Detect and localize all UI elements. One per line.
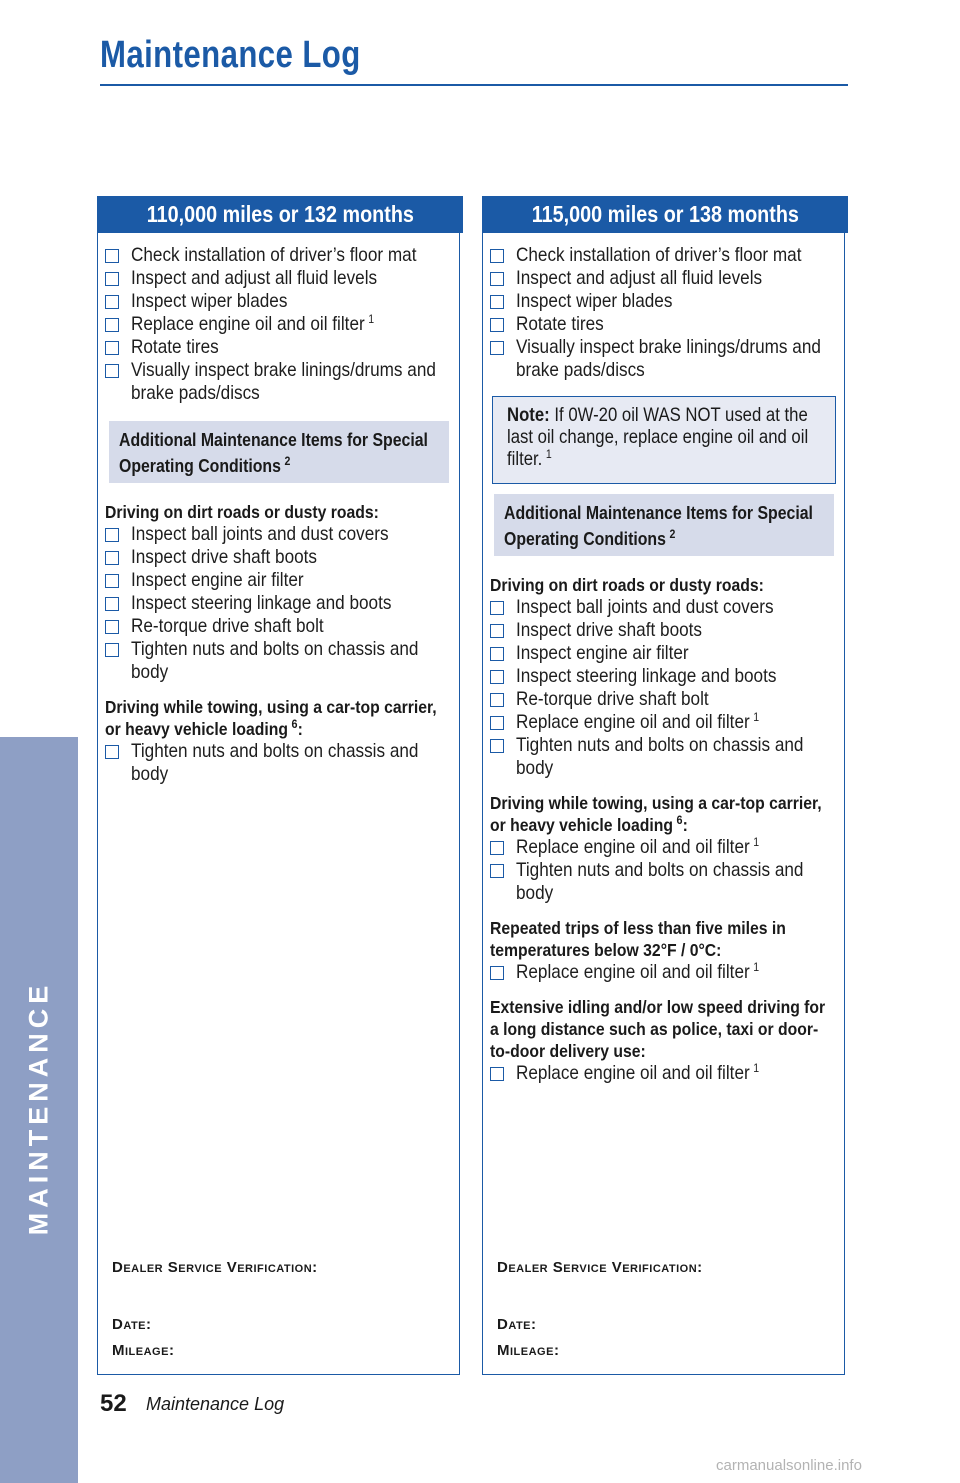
list-item: Inspect engine air filter [490, 642, 838, 665]
additional-items-box: Additional Maintenance Items for Special Operating Conditions $^2$ [494, 494, 834, 556]
section-heading: Driving on dirt roads or dusty roads: [490, 575, 764, 595]
list-item: Inspect ball joints and dust covers [490, 596, 838, 619]
list-item: Tighten nuts and bolts on chassis and body [105, 638, 453, 684]
list-item: Inspect wiper blades [105, 290, 453, 313]
checkbox[interactable] [490, 716, 504, 730]
panel-body [490, 244, 838, 1085]
checkbox[interactable] [105, 745, 119, 759]
checkbox[interactable] [490, 1067, 504, 1081]
checkbox[interactable] [490, 272, 504, 286]
footnote-marker: 2 [284, 454, 291, 468]
checkbox[interactable] [105, 318, 119, 332]
checkbox[interactable] [490, 249, 504, 263]
checkbox[interactable] [105, 574, 119, 588]
panel-115000-miles [482, 196, 845, 1375]
checkbox[interactable] [490, 295, 504, 309]
list-item: Check installation of driver’s floor mat [490, 244, 838, 267]
footnote-marker: 1 [753, 1060, 760, 1075]
list-item: Inspect engine air filter [105, 569, 453, 592]
list-item: Re-torque drive shaft bolt [490, 688, 838, 711]
additional-items-box: Additional Maintenance Items for Special Operating Conditions $^2$ [109, 421, 449, 483]
checkbox[interactable] [490, 318, 504, 332]
footer-caption: Maintenance Log [146, 1394, 285, 1414]
section-heading: Driving while towing, using a car-top carrier, or heavy vehicle loading $^6$: [490, 793, 822, 835]
list-item: Rotate tires [105, 336, 453, 359]
list-item: Inspect steering linkage and boots [105, 592, 453, 615]
note-label: Note: [507, 405, 550, 426]
title-divider [100, 84, 848, 86]
list-item: Re-torque drive shaft bolt [105, 615, 453, 638]
checkbox[interactable] [490, 693, 504, 707]
list-item: Inspect wiper blades [490, 290, 838, 313]
section-heading: Driving on dirt roads or dusty roads: [105, 502, 379, 522]
checkbox[interactable] [490, 739, 504, 753]
checkbox[interactable] [490, 341, 504, 355]
footnote-marker: 1 [545, 446, 552, 461]
list-item: Replace engine oil and oil filter $^1$ [490, 836, 838, 859]
section-heading: Driving while towing, using a car-top carrier, or heavy vehicle loading $^6$: [105, 697, 437, 739]
mileage-label: Mileage: [112, 1342, 175, 1359]
checkbox[interactable] [105, 597, 119, 611]
note-box: Note: If 0W-20 oil WAS NOT used at the last oil change, replace engine oil and oil filter. $^1$ [492, 396, 836, 484]
checkbox[interactable] [105, 272, 119, 286]
footnote-marker: 1 [368, 311, 375, 326]
footnote-marker: 1 [753, 709, 760, 724]
panel-body [105, 244, 453, 786]
list-item: Inspect ball joints and dust covers [105, 523, 453, 546]
panel-header: 115,000 miles or 138 months [482, 196, 848, 233]
list-item: Replace engine oil and oil filter $^1$ [490, 1062, 838, 1085]
list-item: Visually inspect brake linings/drums and brake pads/discs [490, 336, 838, 382]
checkbox[interactable] [490, 966, 504, 980]
checkbox[interactable] [105, 341, 119, 355]
checkbox[interactable] [490, 624, 504, 638]
dealer-verification-label: Dealer Service Verification: [497, 1259, 703, 1276]
list-item: Replace engine oil and oil filter $^1$ [490, 711, 838, 734]
checkbox[interactable] [105, 620, 119, 634]
list-item: Inspect steering linkage and boots [490, 665, 838, 688]
list-item: Tighten nuts and bolts on chassis and body [105, 740, 453, 786]
list-item: Replace engine oil and oil filter $^1$ [490, 961, 838, 984]
checkbox[interactable] [105, 643, 119, 657]
panel-110000-miles [97, 196, 460, 1375]
footnote-marker: 2 [669, 527, 676, 541]
checkbox[interactable] [105, 551, 119, 565]
checkbox[interactable] [490, 670, 504, 684]
checkbox[interactable] [490, 841, 504, 855]
list-item: Tighten nuts and bolts on chassis and body [490, 859, 838, 905]
footnote-marker: 1 [753, 834, 760, 849]
list-item: Inspect drive shaft boots [105, 546, 453, 569]
date-label: Date: [497, 1316, 537, 1333]
dealer-verification-label: Dealer Service Verification: [112, 1259, 318, 1276]
checkbox[interactable] [490, 647, 504, 661]
list-item: Replace engine oil and oil filter $^1$ [105, 313, 453, 336]
list-item: Inspect and adjust all fluid levels [105, 267, 453, 290]
list-item: Inspect drive shaft boots [490, 619, 838, 642]
date-label: Date: [112, 1316, 152, 1333]
page-number: 52 [100, 1390, 127, 1417]
page-title: Maintenance Log [100, 34, 361, 76]
list-item: Check installation of driver’s floor mat [105, 244, 453, 267]
watermark: carmanualsonline.info [716, 1457, 862, 1474]
list-item: Rotate tires [490, 313, 838, 336]
checkbox[interactable] [490, 864, 504, 878]
list-item: Tighten nuts and bolts on chassis and body [490, 734, 838, 780]
checkbox[interactable] [105, 295, 119, 309]
section-heading: Extensive idling and/or low speed driving for a long distance such as police, taxi or door-to-door delivery use: [490, 997, 826, 1061]
checkbox[interactable] [490, 601, 504, 615]
footnote-marker: 6 [676, 813, 683, 828]
footnote-marker: 6 [291, 717, 298, 732]
panel-header: 110,000 miles or 132 months [97, 196, 463, 233]
checkbox[interactable] [105, 249, 119, 263]
mileage-label: Mileage: [497, 1342, 560, 1359]
checkbox[interactable] [105, 528, 119, 542]
list-item: Visually inspect brake linings/drums and brake pads/discs [105, 359, 453, 405]
checkbox[interactable] [105, 364, 119, 378]
section-heading: Repeated trips of less than five miles in temperatures below 32°F / 0°C: [490, 918, 786, 960]
list-item: Inspect and adjust all fluid levels [490, 267, 838, 290]
side-section-label: MAINTENANCE [23, 980, 54, 1236]
footnote-marker: 1 [753, 959, 760, 974]
